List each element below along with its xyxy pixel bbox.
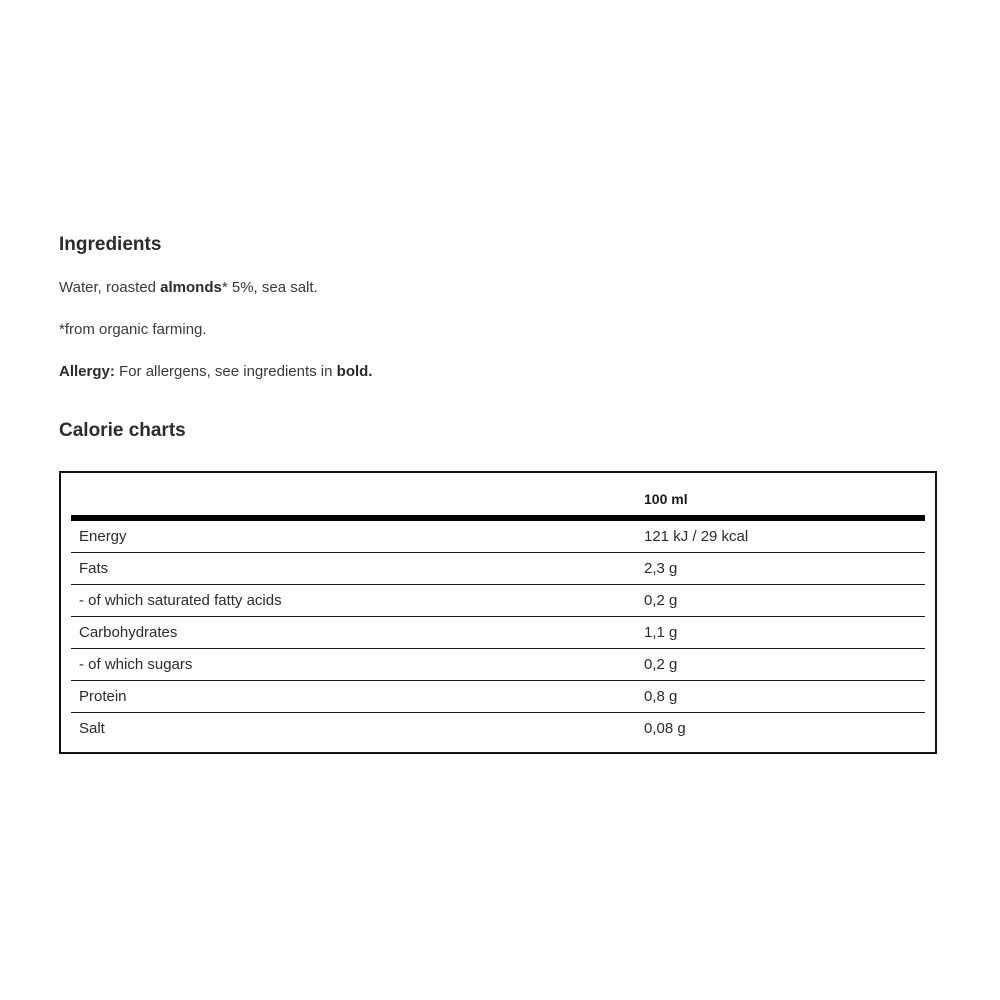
row-name: Protein <box>79 688 127 705</box>
table-row <box>71 585 925 617</box>
table-row <box>71 521 925 553</box>
table-row <box>71 649 925 681</box>
row-value: 121 kJ / 29 kcal <box>644 528 749 545</box>
column-header-100ml: 100 ml <box>644 491 688 507</box>
table-row <box>71 681 925 713</box>
allergy-text: For allergens, see ingredients in <box>114 363 337 380</box>
table-row <box>71 617 925 649</box>
row-value: 0,2 g <box>644 656 678 673</box>
allergy-bold-word: bold. <box>336 363 373 380</box>
allergy-note <box>59 362 941 382</box>
nutrition-table-header <box>71 473 925 521</box>
row-value: 0,08 g <box>644 720 686 737</box>
ingredients-list <box>59 278 941 298</box>
product-info <box>59 230 941 754</box>
row-value: 1,1 g <box>644 624 678 641</box>
table-row <box>71 713 925 744</box>
ingredients-text-start: Water, roasted <box>59 279 161 296</box>
ingredients-text-end: * 5%, sea salt. <box>221 279 318 296</box>
nutrition-table-body <box>71 473 925 744</box>
row-name: Carbohydrates <box>79 624 178 641</box>
ingredients-heading: Ingredients <box>59 234 162 255</box>
nutrition-table <box>59 471 937 754</box>
row-value: 0,2 g <box>644 592 678 609</box>
row-name: - of which saturated fatty acids <box>79 592 282 609</box>
row-name: - of which sugars <box>79 656 193 673</box>
table-row <box>71 553 925 585</box>
row-value: 2,3 g <box>644 560 678 577</box>
calorie-heading: Calorie charts <box>59 420 186 441</box>
row-name: Fats <box>79 560 109 577</box>
row-value: 0,8 g <box>644 688 678 705</box>
ingredients-bold-allergen: almonds <box>160 279 222 296</box>
row-name: Energy <box>79 528 127 545</box>
row-name: Salt <box>79 720 105 737</box>
allergy-label: Allergy: <box>59 363 115 380</box>
organic-note: *from organic farming. <box>59 321 207 338</box>
